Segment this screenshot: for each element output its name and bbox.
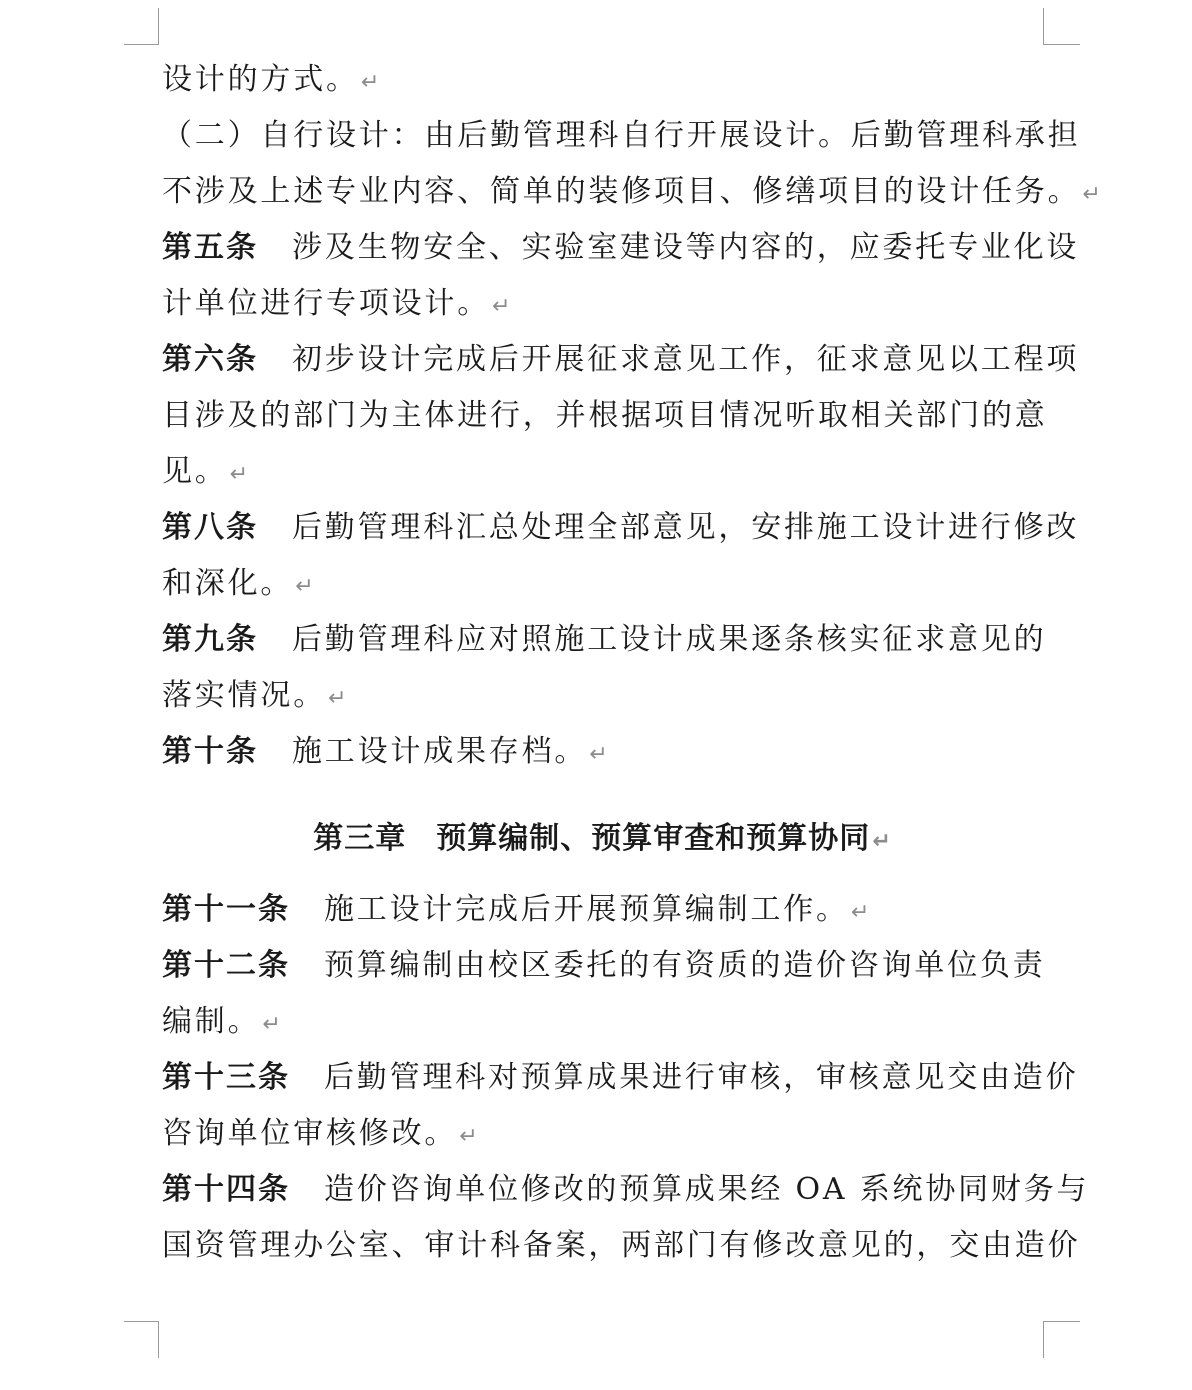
article-number: 第五条	[162, 230, 258, 265]
article-6-first-line	[162, 332, 1080, 388]
line-text: 后勤管理科应对照施工设计成果逐条核实征求意见的	[292, 622, 1047, 657]
crop-mark-top-left	[124, 8, 159, 45]
text-line	[162, 164, 1101, 220]
article-13-first-line	[162, 1050, 1079, 1106]
line-text: 后勤管理科汇总处理全部意见，安排施工设计进行修改	[292, 510, 1080, 545]
paragraph-mark-icon: ↵	[459, 1124, 478, 1149]
text-line	[162, 556, 1042, 612]
article-number: 第十四条	[162, 1172, 290, 1207]
article-number: 第九条	[162, 622, 258, 657]
line-text: 后勤管理科对预算成果进行审核，审核意见交由造价	[324, 1060, 1079, 1095]
text-line	[162, 1106, 1042, 1162]
paragraph-mark-icon: ↵	[850, 900, 870, 925]
chapter-number: 第三章	[313, 821, 407, 856]
article-9-first-line	[162, 612, 1047, 668]
article-5-first-line	[162, 220, 1080, 276]
article-8-first-line	[162, 500, 1080, 556]
paragraph-mark-icon: ↵	[295, 574, 314, 599]
line-text: 初步设计完成后开展征求意见工作，征求意见以工程项	[292, 342, 1080, 377]
paragraph-mark-icon: ↵	[360, 70, 380, 95]
line-text: 不涉及上述专业内容、简单的装修项目、修缮项目的设计任务。	[162, 174, 1081, 209]
line-text: 设计的方式。	[162, 62, 359, 97]
article-number: 第十条	[162, 734, 258, 769]
text-line	[162, 276, 1042, 332]
chapter-heading	[162, 811, 1042, 867]
paragraph-mark-icon: ↵	[262, 1012, 281, 1037]
text-line	[162, 1218, 1081, 1274]
line-text: 咨询单位审核修改。	[162, 1116, 458, 1151]
line-text: 编制。	[162, 1004, 261, 1039]
article-10-line	[162, 724, 1042, 780]
text-line	[162, 108, 1081, 164]
text-line	[162, 444, 1042, 500]
article-number: 第六条	[162, 342, 258, 377]
paragraph-mark-icon: ↵	[492, 294, 511, 319]
paragraph-mark-icon: ↵	[589, 742, 608, 767]
paragraph-mark-icon: ↵	[1082, 182, 1101, 207]
line-text: 造价咨询单位修改的预算成果经 OA 系统协同财务与	[324, 1172, 1090, 1207]
text-line	[162, 388, 1048, 444]
paragraph-mark-icon: ↵	[872, 829, 891, 854]
article-12-first-line	[162, 938, 1046, 994]
chapter-title: 预算编制、预算审查和预算协同	[436, 821, 871, 856]
line-text: 计单位进行专项设计。	[162, 286, 490, 321]
text-line	[162, 994, 1042, 1050]
crop-mark-top-right	[1043, 8, 1080, 45]
text-line	[162, 52, 1042, 108]
line-text: 施工设计成果存档。	[292, 734, 588, 769]
crop-mark-bottom-left	[124, 1321, 159, 1358]
article-number: 第十三条	[162, 1060, 290, 1095]
paragraph-mark-icon: ↵	[229, 462, 249, 487]
line-text: 目涉及的部门为主体进行，并根据项目情况听取相关部门的意	[162, 398, 1048, 433]
article-number: 第十一条	[162, 892, 290, 927]
article-number: 第十二条	[162, 948, 290, 983]
article-number: 第八条	[162, 510, 258, 545]
line-text: 落实情况。	[162, 678, 326, 713]
article-14-first-line	[162, 1162, 1090, 1218]
crop-mark-bottom-right	[1043, 1321, 1080, 1358]
line-text: （二）自行设计：由后勤管理科自行开展设计。后勤管理科承担	[162, 118, 1081, 153]
line-text: 国资管理办公室、审计科备案，两部门有修改意见的，交由造价	[162, 1228, 1081, 1263]
line-text: 见。	[162, 454, 228, 489]
line-text: 施工设计完成后开展预算编制工作。	[324, 892, 849, 927]
line-text: 涉及生物安全、实验室建设等内容的，应委托专业化设	[292, 230, 1080, 265]
line-text: 和深化。	[162, 566, 294, 601]
text-line	[162, 668, 1042, 724]
line-text: 预算编制由校区委托的有资质的造价咨询单位负责	[324, 948, 1046, 983]
paragraph-mark-icon: ↵	[328, 686, 347, 711]
article-11-line	[162, 882, 1042, 938]
